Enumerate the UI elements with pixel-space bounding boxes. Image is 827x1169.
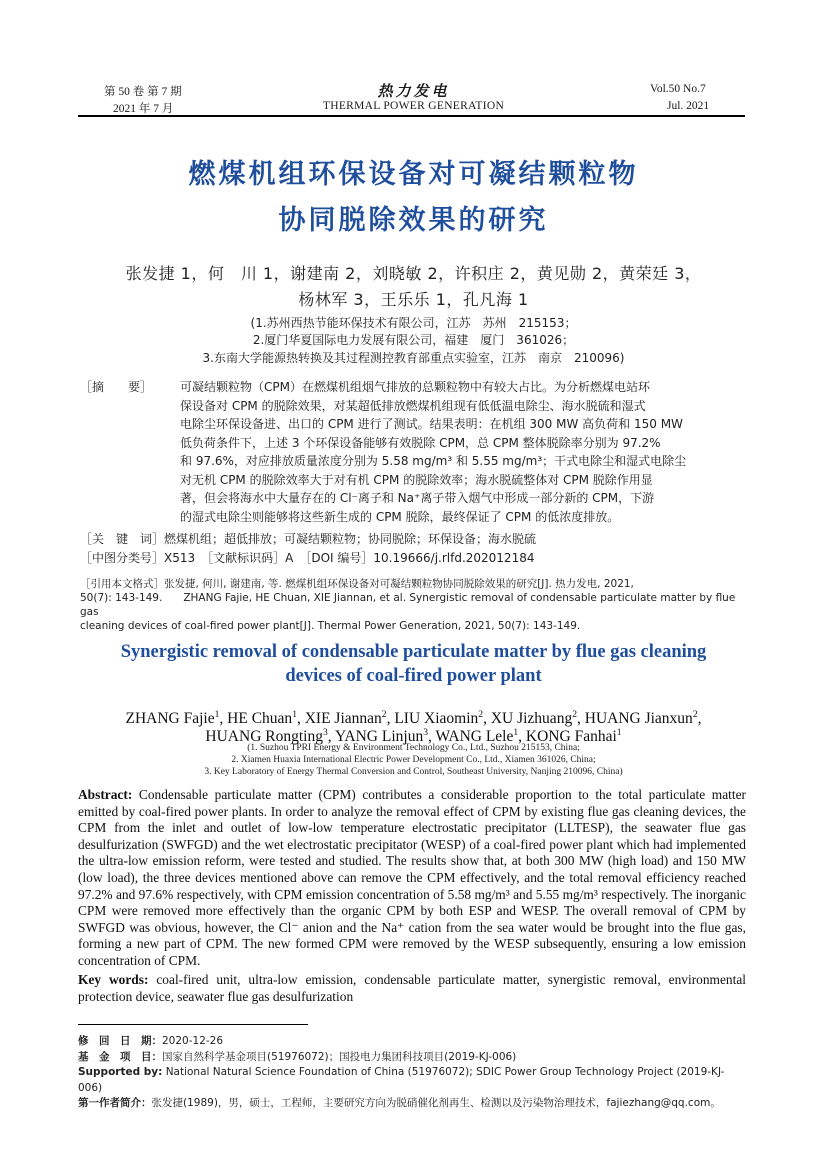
received-date: 2020-12-26 bbox=[162, 1035, 224, 1047]
fund-text: 国家自然科学基金项目(51976072)；国投电力集团科技项目(2019-KJ-006) bbox=[162, 1050, 517, 1063]
abstract-cn-line: 低负荷条件下，上述 3 个环保设备能够有效脱除 CPM，总 CPM 整体脱除率分别为 97.2% bbox=[180, 435, 661, 450]
header-rule bbox=[78, 115, 745, 117]
affiliation-cn-3: 3.东南大学能源热转换及其过程测控教育部重点实验室，江苏 南京 210096) bbox=[202, 351, 625, 365]
abstract-cn bbox=[80, 378, 745, 528]
keywords-en-label: Key words: bbox=[78, 972, 149, 987]
keywords-en-text: coal-fired unit, ultra-low emission, condensable particulate matter, synergistic removal, environmental protection device, seawater flue gas desulfurization bbox=[78, 972, 746, 1004]
citation-label: ［引用本文格式］ bbox=[80, 578, 164, 590]
abstract-cn-line: 保设备对 CPM 的脱除效果，对某超低排放燃煤机组现有低低温电除尘、海水脱硫和湿式 bbox=[180, 398, 646, 413]
classification bbox=[80, 549, 745, 567]
abstract-cn-line: 和 97.6%，对应排放质量浓度分别为 5.58 mg/m³ 和 5.55 mg/m³；干式电除尘和湿式电除尘 bbox=[180, 454, 687, 468]
affiliation-en-3: 3. Key Laboratory of Energy Thermal Conversion and Control, Southeast University, Nanjing 210096, China) bbox=[204, 767, 623, 777]
abstract-cn-line: 的湿式电除尘则能够将这些新生成的 CPM 脱除，最终保证了 CPM 的低浓度排放。 bbox=[180, 509, 620, 524]
journal-name-cn: 热力发电 bbox=[377, 82, 450, 100]
title-cn-line2: 协同脱除效果的研究 bbox=[278, 205, 549, 236]
title-en-line2: devices of coal-fired power plant bbox=[285, 666, 542, 686]
title-cn-line1: 燃煤机组环保设备对可凝结颗粒物 bbox=[188, 159, 639, 190]
classification-text: X513 ［文献标识码］A ［DOI 编号］10.19666/j.rlfd.202012184 bbox=[164, 551, 535, 565]
supported-label: Supported by: bbox=[78, 1066, 163, 1078]
keywords-en bbox=[78, 972, 746, 1005]
abstract-en bbox=[78, 787, 746, 970]
first-author-label: 第一作者简介： bbox=[78, 1097, 152, 1109]
authors-en-line2: HUANG Rongting$^3$, YANG Linjun$^3$, WANG Lele$^1$, KONG Fanhai$^1$ bbox=[205, 727, 622, 746]
authors-en-line1: ZHANG Fajie$^1$, HE Chuan$^1$, XIE Jiannan$^2$, LIU Xiaomin$^2$, XU Jizhuang$^2$, HUANG Jianxun$^2$, bbox=[125, 709, 702, 728]
citation-line1: 张发捷, 何川, 谢建南, 等. 燃煤机组环保设备对可凝结颗粒物协同脱除效果的研究[J]. 热力发电, 2021, bbox=[164, 578, 634, 590]
affiliation-en-2: 2. Xiamen Huaxia International Electric Power Development Co., Ltd., Xiamen 361026, China; bbox=[231, 755, 596, 765]
footnote-rule bbox=[78, 1024, 308, 1025]
fund-label: 基 金 项 目： bbox=[78, 1050, 162, 1063]
title-en-line1: Synergistic removal of condensable particulate matter by flue gas cleaning bbox=[120, 642, 707, 662]
abstract-cn-line: 对无机 CPM 的脱除效率大于对有机 CPM 的脱除效率；海水脱硫整体对 CPM 脱除作用显 bbox=[180, 472, 653, 487]
received-label: 修 回 日 期： bbox=[78, 1035, 162, 1047]
volume-issue-en: Vol.50 No.7 bbox=[650, 83, 706, 95]
abstract-cn-line: 著，但会将海水中大量存在的 Cl⁻离子和 Na⁺离子带入烟气中形成一部分新的 CPM，下游 bbox=[180, 491, 655, 505]
date-cn: 2021 年 7 月 bbox=[113, 103, 174, 115]
abstract-en-text: Condensable particulate matter (CPM) contributes a considerable proportion to the total particulate matter emitted by coal-fired power plants. In order to analyze the removal effect of CPM by existing flue gas cleaning devices, the CPM from the inlet and outlet of low-low temperature electrostatic precipitator (LLTESP), the seawater flue gas desulfurization (SWFGD) and the wet electrostatic precipitator (WESP) of a coal-fired power plant which had implemented the ultra-low emission reform, were tested and studied. The results show that, at both 300 MW (high load) and 150 MW (low load), the three devices mentioned above can remove the CPM effectively, and the total removal efficiency reached 97.2% and 97.6% respectively, with CPM emission concentration of 5.58 mg/m³ and 5.55 mg/m³ respectively. The inorganic CPM were removed more effectively than the organic CPM by both ESP and WESP. The overall removal of CPM by SWFGD was obvious, however, the Cl⁻ anion and the Na⁺ cation from the sea water would be brought into the flue gas, forming a new part of CPM. The new formed CPM were removed by the WESP subsequently, ensuring a low emission concentration of CPM. bbox=[78, 787, 746, 968]
supported-text: National Natural Science Foundation of China (51976072); SDIC Power Group Technology Project (2019-KJ-006) bbox=[78, 1066, 725, 1094]
keywords-cn-label: ［关 键 词］ bbox=[80, 532, 165, 546]
citation-line3: cleaning devices of coal-fired power plant[J]. Thermal Power Generation, 2021, 50(7): 143-149. bbox=[80, 620, 581, 632]
authors-cn-line1: 张发捷 1，何 川 1，谢建南 2，刘晓敏 2，许积庄 2，黄见勋 2，黄荣廷 3， bbox=[125, 264, 702, 283]
abstract-en-label: Abstract: bbox=[78, 787, 133, 802]
abstract-cn-line: 可凝结颗粒物（CPM）在燃煤机组烟气排放的总颗粒物中有较大占比。为分析燃煤电站环 bbox=[180, 380, 650, 394]
keywords-cn bbox=[80, 530, 745, 548]
keywords-cn-text: 燃煤机组；超低排放；可凝结颗粒物；协同脱除；环保设备；海水脱硫 bbox=[164, 532, 537, 546]
volume-issue-cn: 第 50 卷 第 7 期 bbox=[104, 86, 182, 98]
date-en: Jul. 2021 bbox=[667, 100, 710, 112]
classification-label: ［中图分类号］ bbox=[80, 551, 165, 565]
affiliation-cn-2: 2.厦门华夏国际电力发展有限公司，福建 厦门 361026； bbox=[252, 333, 575, 347]
abstract-cn-line: 电除尘环保设备进、出口的 CPM 进行了测试。结果表明：在机组 300 MW 高负荷和 150 MW bbox=[180, 417, 683, 431]
affiliation-cn-1: (1.苏州西热节能环保技术有限公司，江苏 苏州 215153； bbox=[250, 316, 577, 330]
citation bbox=[80, 577, 745, 633]
abstract-cn-label: ［摘 要］ bbox=[80, 380, 153, 394]
journal-name-en: THERMAL POWER GENERATION bbox=[322, 100, 505, 112]
citation-line2: 50(7): 143-149. ZHANG Fajie, HE Chuan, XIE Jiannan, et al. Synergistic removal of condensable particulate matter by flue gas bbox=[80, 592, 736, 618]
affiliation-en-1: (1. Suzhou TPRI Energy & Environment Technology Co., Ltd., Suzhou 215153, China; bbox=[247, 743, 580, 753]
first-author-text: 张发捷(1989)，男，硕士，工程师，主要研究方向为脱硝催化剂再生、检测以及污染物治理技术，fajiezhang@qq.com。 bbox=[151, 1097, 721, 1109]
footnotes bbox=[78, 1034, 746, 1112]
authors-cn-line2: 杨林军 3，王乐乐 1，孔凡海 1 bbox=[298, 290, 529, 309]
